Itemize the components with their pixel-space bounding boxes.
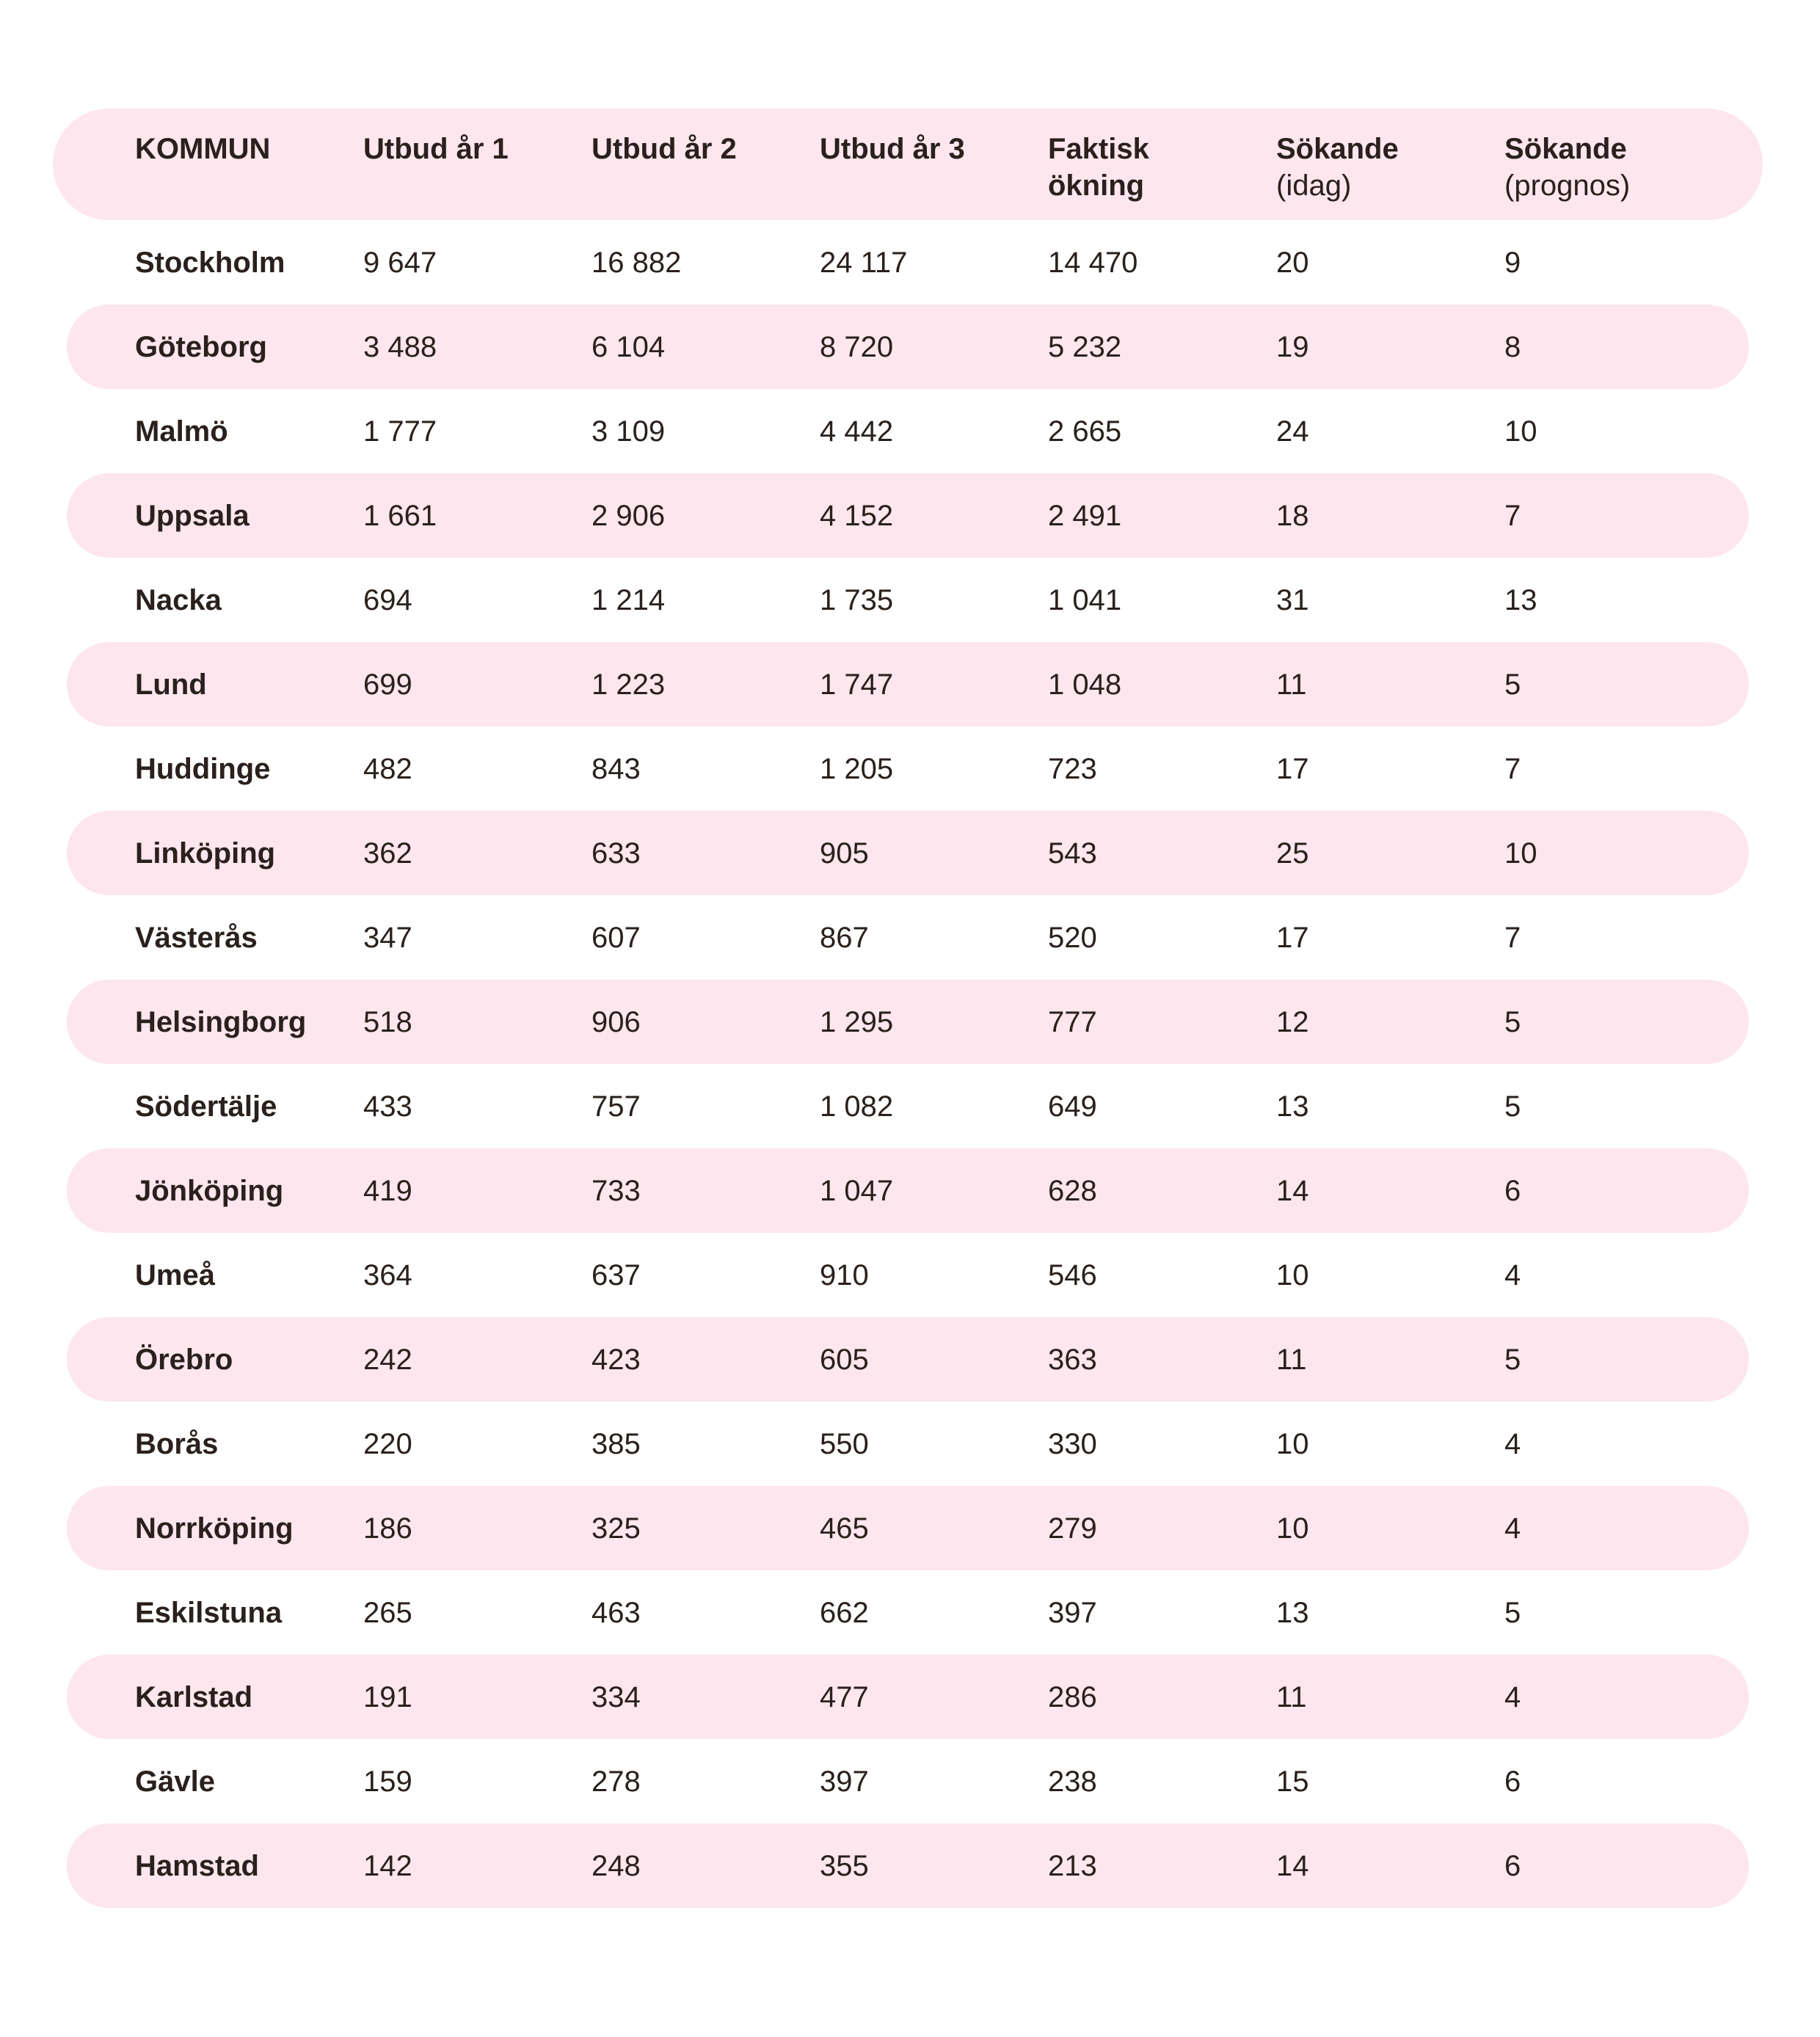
table-row — [67, 726, 1749, 811]
cell-sokande-prognos: 6 — [1504, 1174, 1521, 1207]
cell-sokande-prognos: 5 — [1504, 1596, 1521, 1629]
cell-kommun: Karlstad — [135, 1680, 253, 1713]
table-row — [67, 305, 1749, 389]
table-row — [67, 811, 1749, 895]
header-sokande-prognos — [1504, 131, 1630, 204]
cell-sokande-prognos: 6 — [1504, 1849, 1521, 1882]
cell-sokande-idag: 19 — [1276, 330, 1309, 363]
cell-utbud-ar-2: 248 — [592, 1849, 641, 1882]
cell-sokande-prognos: 7 — [1504, 499, 1521, 532]
cell-kommun: Jönköping — [135, 1174, 284, 1207]
cell-utbud-ar-3: 1 747 — [820, 668, 894, 701]
cell-utbud-ar-1: 159 — [363, 1765, 412, 1798]
cell-utbud-ar-3: 1 047 — [820, 1174, 894, 1207]
cell-utbud-ar-1: 265 — [363, 1596, 412, 1629]
cell-utbud-ar-3: 1 295 — [820, 1005, 894, 1038]
cell-faktisk-okning: 628 — [1048, 1174, 1097, 1207]
cell-utbud-ar-1: 186 — [363, 1512, 412, 1545]
cell-sokande-idag: 17 — [1276, 921, 1309, 954]
cell-sokande-prognos: 4 — [1504, 1680, 1521, 1713]
table-row — [67, 1823, 1749, 1908]
cell-utbud-ar-3: 355 — [820, 1849, 869, 1882]
table-row — [67, 473, 1749, 558]
cell-utbud-ar-2: 325 — [592, 1512, 641, 1545]
cell-utbud-ar-2: 3 109 — [592, 415, 666, 448]
cell-faktisk-okning: 2 665 — [1048, 415, 1122, 448]
cell-utbud-ar-3: 605 — [820, 1343, 869, 1376]
cell-sokande-prognos: 4 — [1504, 1258, 1521, 1291]
header-sokande-prognos-line2: (prognos) — [1504, 170, 1631, 202]
cell-faktisk-okning: 286 — [1048, 1680, 1097, 1713]
header-sokande-prognos-line1: Sökande — [1504, 133, 1627, 165]
table-row — [67, 1486, 1749, 1570]
cell-utbud-ar-3: 1 082 — [820, 1090, 894, 1123]
table-row — [67, 980, 1749, 1064]
cell-faktisk-okning: 2 491 — [1048, 499, 1122, 532]
cell-utbud-ar-1: 362 — [363, 837, 412, 870]
cell-utbud-ar-1: 518 — [363, 1005, 412, 1038]
cell-utbud-ar-3: 1 735 — [820, 583, 894, 616]
cell-sokande-prognos: 5 — [1504, 1343, 1521, 1376]
kommun-table — [53, 109, 1763, 1908]
cell-sokande-idag: 24 — [1276, 415, 1309, 448]
cell-utbud-ar-3: 397 — [820, 1765, 869, 1798]
table-row — [67, 1739, 1749, 1823]
cell-kommun: Uppsala — [135, 499, 250, 532]
cell-utbud-ar-2: 637 — [592, 1258, 641, 1291]
cell-kommun: Helsingborg — [135, 1005, 307, 1038]
cell-faktisk-okning: 5 232 — [1048, 330, 1122, 363]
cell-sokande-prognos: 5 — [1504, 1005, 1521, 1038]
cell-utbud-ar-3: 4 442 — [820, 415, 894, 448]
table-header — [53, 109, 1763, 220]
cell-sokande-idag: 10 — [1276, 1258, 1309, 1291]
header-sokande-idag-line1: Sökande — [1276, 133, 1399, 165]
cell-utbud-ar-1: 1 661 — [363, 499, 437, 532]
cell-faktisk-okning: 543 — [1048, 837, 1097, 870]
cell-utbud-ar-2: 463 — [592, 1596, 641, 1629]
cell-utbud-ar-2: 423 — [592, 1343, 641, 1376]
cell-sokande-prognos: 8 — [1504, 330, 1521, 363]
cell-utbud-ar-1: 364 — [363, 1258, 412, 1291]
table-row — [67, 389, 1749, 473]
cell-utbud-ar-1: 433 — [363, 1090, 412, 1123]
cell-sokande-idag: 17 — [1276, 752, 1309, 785]
cell-kommun: Göteborg — [135, 330, 267, 363]
cell-utbud-ar-2: 1 214 — [592, 583, 666, 616]
cell-sokande-idag: 25 — [1276, 837, 1309, 870]
cell-sokande-idag: 20 — [1276, 246, 1309, 279]
cell-sokande-prognos: 4 — [1504, 1512, 1521, 1545]
cell-utbud-ar-3: 550 — [820, 1427, 869, 1460]
cell-sokande-idag: 11 — [1276, 1343, 1307, 1376]
cell-kommun: Linköping — [135, 837, 276, 870]
cell-utbud-ar-1: 482 — [363, 752, 412, 785]
cell-sokande-prognos: 5 — [1504, 668, 1521, 701]
cell-faktisk-okning: 546 — [1048, 1258, 1097, 1291]
cell-faktisk-okning: 14 470 — [1048, 246, 1138, 279]
cell-utbud-ar-2: 607 — [592, 921, 641, 954]
cell-faktisk-okning: 330 — [1048, 1427, 1097, 1460]
cell-utbud-ar-1: 694 — [363, 583, 412, 616]
cell-faktisk-okning: 363 — [1048, 1343, 1097, 1376]
table-row — [67, 1233, 1749, 1317]
table-row — [67, 1655, 1749, 1739]
cell-utbud-ar-3: 905 — [820, 837, 869, 870]
cell-kommun: Södertälje — [135, 1090, 277, 1123]
cell-utbud-ar-2: 633 — [592, 837, 641, 870]
cell-sokande-prognos: 10 — [1504, 837, 1537, 870]
cell-sokande-prognos: 5 — [1504, 1090, 1521, 1123]
cell-sokande-idag: 10 — [1276, 1427, 1309, 1460]
cell-kommun: Västerås — [135, 921, 258, 954]
header-sokande-idag-line2: (idag) — [1276, 170, 1352, 202]
cell-faktisk-okning: 649 — [1048, 1090, 1097, 1123]
cell-kommun: Hamstad — [135, 1849, 259, 1882]
cell-utbud-ar-1: 142 — [363, 1849, 412, 1882]
table-row — [67, 558, 1749, 642]
cell-utbud-ar-1: 419 — [363, 1174, 412, 1207]
cell-kommun: Borås — [135, 1427, 219, 1460]
cell-utbud-ar-3: 8 720 — [820, 330, 894, 363]
cell-sokande-idag: 12 — [1276, 1005, 1309, 1038]
header-faktisk-okning — [1048, 131, 1149, 204]
cell-faktisk-okning: 520 — [1048, 921, 1097, 954]
cell-kommun: Lund — [135, 668, 207, 701]
cell-faktisk-okning: 1 041 — [1048, 583, 1122, 616]
header-sokande-idag — [1276, 131, 1399, 204]
cell-kommun: Malmö — [135, 415, 228, 448]
cell-kommun: Gävle — [135, 1765, 215, 1798]
cell-sokande-idag: 14 — [1276, 1174, 1309, 1207]
cell-utbud-ar-3: 1 205 — [820, 752, 894, 785]
cell-sokande-prognos: 13 — [1504, 583, 1537, 616]
table-row — [67, 1064, 1749, 1148]
header-faktisk-line1: Faktisk — [1048, 133, 1149, 165]
cell-utbud-ar-2: 16 882 — [592, 246, 682, 279]
cell-utbud-ar-3: 465 — [820, 1512, 869, 1545]
cell-sokande-idag: 10 — [1276, 1512, 1309, 1545]
header-utbud-ar-2: Utbud år 2 — [592, 133, 737, 165]
cell-utbud-ar-3: 4 152 — [820, 499, 894, 532]
cell-sokande-prognos: 6 — [1504, 1765, 1521, 1798]
cell-kommun: Eskilstuna — [135, 1596, 283, 1629]
cell-kommun: Nacka — [135, 583, 222, 616]
cell-sokande-idag: 13 — [1276, 1596, 1309, 1629]
table-row — [67, 1148, 1749, 1233]
table-row — [67, 1570, 1749, 1655]
cell-sokande-prognos: 4 — [1504, 1427, 1521, 1460]
cell-sokande-idag: 11 — [1276, 668, 1307, 701]
cell-sokande-idag: 18 — [1276, 499, 1309, 532]
cell-utbud-ar-2: 843 — [592, 752, 641, 785]
cell-utbud-ar-2: 385 — [592, 1427, 641, 1460]
cell-utbud-ar-1: 220 — [363, 1427, 412, 1460]
cell-sokande-idag: 14 — [1276, 1849, 1309, 1882]
cell-sokande-idag: 13 — [1276, 1090, 1309, 1123]
cell-utbud-ar-3: 910 — [820, 1258, 869, 1291]
cell-sokande-prognos: 7 — [1504, 752, 1521, 785]
cell-faktisk-okning: 1 048 — [1048, 668, 1122, 701]
cell-sokande-idag: 31 — [1276, 583, 1309, 616]
cell-utbud-ar-1: 699 — [363, 668, 412, 701]
cell-utbud-ar-2: 278 — [592, 1765, 641, 1798]
cell-utbud-ar-2: 2 906 — [592, 499, 666, 532]
cell-utbud-ar-1: 1 777 — [363, 415, 437, 448]
cell-utbud-ar-2: 6 104 — [592, 330, 666, 363]
table-row — [67, 895, 1749, 980]
cell-utbud-ar-1: 9 647 — [363, 246, 437, 279]
cell-sokande-idag: 11 — [1276, 1680, 1307, 1713]
cell-kommun: Norrköping — [135, 1512, 294, 1545]
cell-utbud-ar-2: 1 223 — [592, 668, 666, 701]
cell-utbud-ar-2: 757 — [592, 1090, 641, 1123]
cell-sokande-prognos: 7 — [1504, 921, 1521, 954]
cell-faktisk-okning: 777 — [1048, 1005, 1097, 1038]
cell-kommun: Umeå — [135, 1258, 215, 1291]
header-utbud-ar-3: Utbud år 3 — [820, 133, 965, 165]
cell-sokande-idag: 15 — [1276, 1765, 1309, 1798]
cell-faktisk-okning: 213 — [1048, 1849, 1097, 1882]
cell-faktisk-okning: 238 — [1048, 1765, 1097, 1798]
cell-sokande-prognos: 10 — [1504, 415, 1537, 448]
cell-faktisk-okning: 723 — [1048, 752, 1097, 785]
cell-utbud-ar-2: 906 — [592, 1005, 641, 1038]
cell-utbud-ar-2: 334 — [592, 1680, 641, 1713]
cell-sokande-prognos: 9 — [1504, 246, 1521, 279]
cell-kommun: Örebro — [135, 1343, 233, 1376]
cell-faktisk-okning: 279 — [1048, 1512, 1097, 1545]
cell-utbud-ar-3: 867 — [820, 921, 869, 954]
table-row — [67, 642, 1749, 726]
header-faktisk-line2: ökning — [1048, 170, 1145, 202]
table-row — [67, 220, 1749, 305]
table-row — [67, 1317, 1749, 1402]
cell-utbud-ar-3: 24 117 — [820, 246, 908, 279]
header-kommun: KOMMUN — [135, 133, 271, 165]
cell-kommun: Stockholm — [135, 246, 285, 279]
cell-utbud-ar-1: 347 — [363, 921, 412, 954]
table-body — [53, 220, 1763, 1908]
cell-utbud-ar-1: 191 — [363, 1680, 412, 1713]
cell-utbud-ar-1: 242 — [363, 1343, 412, 1376]
header-utbud-ar-1: Utbud år 1 — [363, 133, 509, 165]
table-row — [67, 1402, 1749, 1486]
cell-kommun: Huddinge — [135, 752, 271, 785]
cell-utbud-ar-1: 3 488 — [363, 330, 437, 363]
cell-faktisk-okning: 397 — [1048, 1596, 1097, 1629]
cell-utbud-ar-3: 662 — [820, 1596, 869, 1629]
cell-utbud-ar-2: 733 — [592, 1174, 641, 1207]
cell-utbud-ar-3: 477 — [820, 1680, 869, 1713]
